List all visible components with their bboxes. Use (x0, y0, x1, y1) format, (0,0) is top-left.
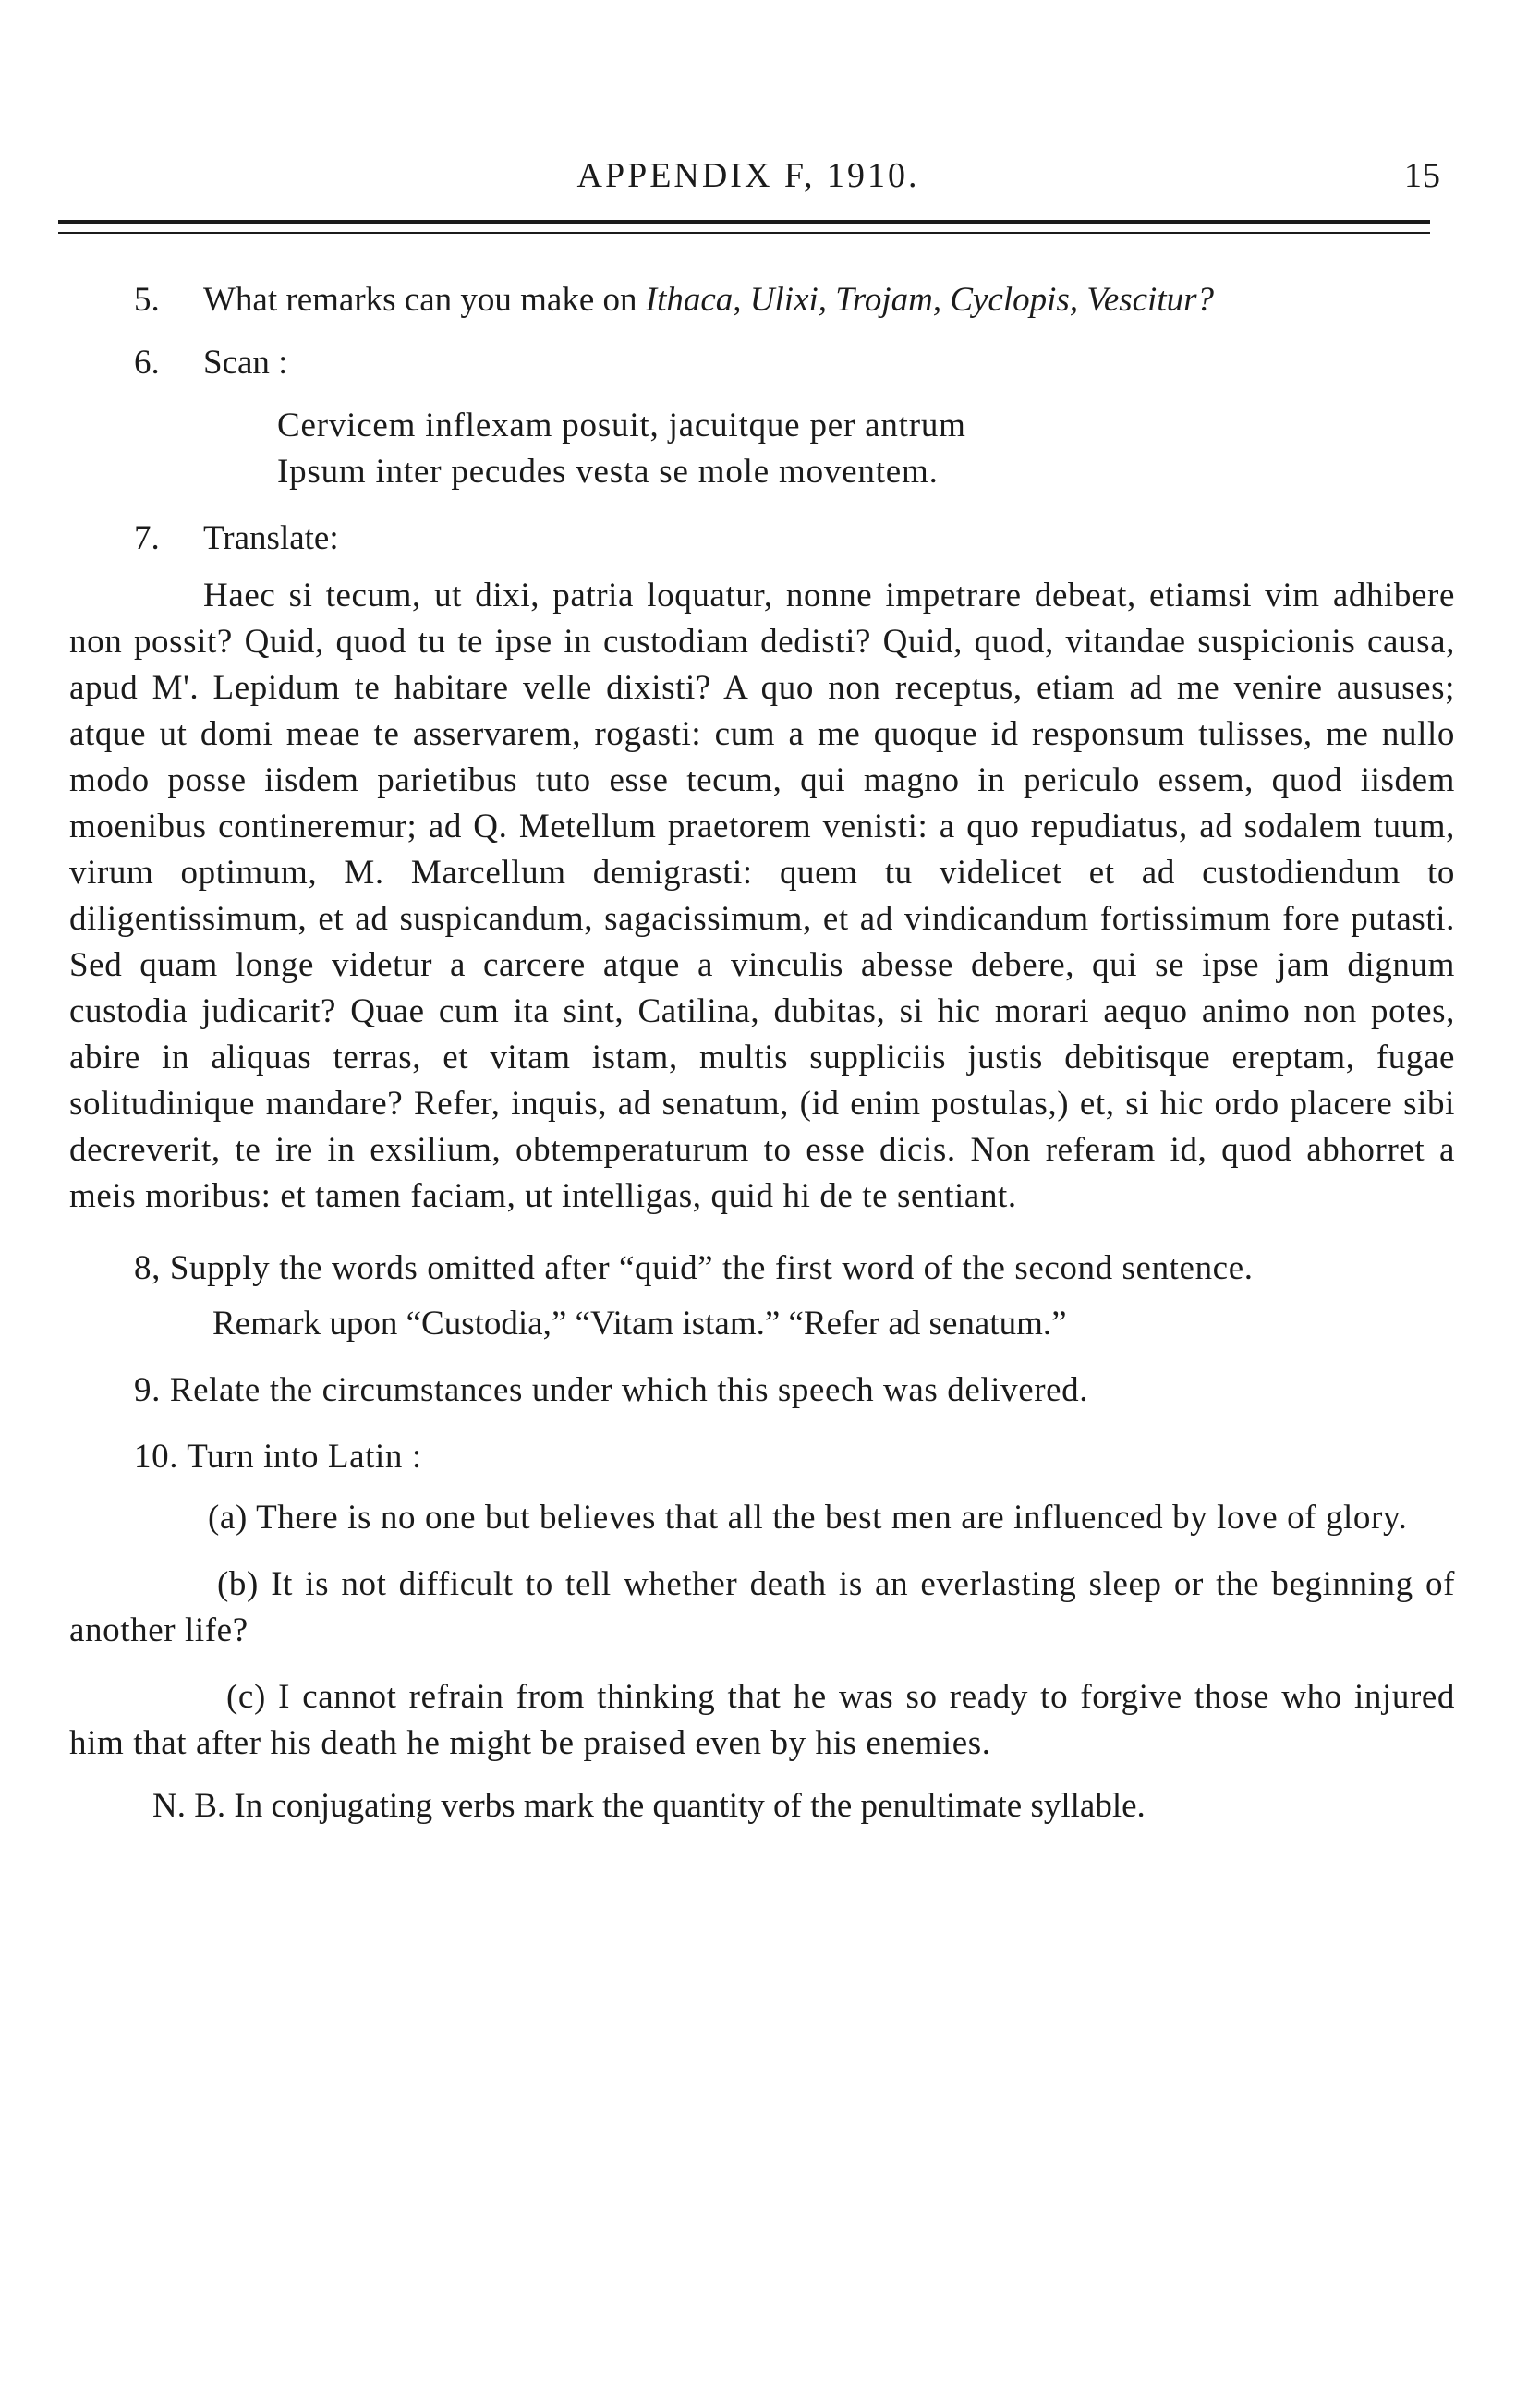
question-text: What remarks can you make on (203, 281, 637, 319)
question-10-item-a (69, 1495, 1455, 1541)
question-label: Turn into Latin : (187, 1438, 422, 1476)
latin-passage: Haec si tecum, ut dixi, patria loquatur, nonne impetrare debeat, etiamsi vim adhibere non possit? Quid, quod tu te ipse in custodiam dedisti? Quid, quod, vitandae suspicionis causa, apud M'. Lepidum te habitare velle dixisti? A quo non receptus, etiam ad me venire aususes; atque ut domi meae te asservarem, rogasti: cum a me quoque id responsum tulisses, me nullo modo posse iisdem parietibus tuto esse tecum, qui magno in periculo essem, quod iisdem moenibus contineremur; ad Q. Metellum praetorem venisti: a quo repudiatus, ad sodalem tuum, virum optimum, M. Marcellum demigrasti: quem tu videlicet et ad custodiendum to diligentissimum, et ad suspicandum, sagacissimum, et ad vindicandum fortissimum fore putasti. Sed quam longe videtur a carcere atque a vinculis abesse debere, qui se ipse jam dignum custodia judicarit? Quae cum ita sint, Catilina, dubitas, si hic morari aequo animo non potes, abire in aliquas terras, et vitam istam, multis suppliciis justis debitisque ereptam, fugae solitudinique mandare? Refer, inquis, ad senatum, (id enim postulas,) et, si hic ordo placere sibi decreverit, te ire in exsilium, obtemperaturum to esse dicis. Non referam id, quod abhorret a meis moribus: et tamen faciam, ut intelligas, quid hi de te sentiant. (69, 577, 1455, 1215)
page-number: 15 (1404, 156, 1441, 195)
question-number: 9. (134, 1371, 161, 1409)
item-label: (b) (217, 1565, 259, 1603)
question-5 (69, 277, 1455, 323)
question-10-item-b (69, 1562, 1455, 1654)
question-label: Scan : (203, 344, 288, 382)
header-rule-thin (58, 232, 1430, 234)
question-6 (69, 340, 1455, 386)
question-number: 5. (134, 281, 160, 319)
item-text: It is not difficult to tell whether death is an everlasting sleep or the beginning of another life? (69, 1565, 1455, 1649)
item-text: There is no one but believes that all the best men are influenced by love of glory. (256, 1499, 1408, 1537)
question-9 (69, 1368, 1455, 1414)
question-terms: Ithaca, Ulixi, Trojam, Cyclopis, Vescitur? (645, 281, 1215, 319)
exam-questions (69, 277, 1455, 1830)
question-8 (69, 1246, 1455, 1292)
question-10 (69, 1434, 1455, 1480)
nota-bene: N. B. In conjugating verbs mark the quantity of the penultimate syllable. (152, 1787, 1146, 1825)
question-8-remark: Remark upon “Custodia,” “Vitam istam.” “Refer ad senatum.” (212, 1305, 1067, 1343)
item-label: (c) (226, 1678, 266, 1716)
question-7 (69, 516, 1455, 562)
question-10-item-c (69, 1674, 1455, 1767)
header-rule-thick (58, 220, 1430, 224)
item-label: (a) (208, 1499, 248, 1537)
question-text: Supply the words omitted after “quid” the first word of the second sentence. (169, 1249, 1254, 1287)
item-text: I cannot refrain from thinking that he was so ready to forgive those who injured him that after his death he might be praised even by his enemies. (69, 1678, 1455, 1762)
verse-line: Ipsum inter pecudes vesta se mole moventem. (277, 453, 939, 491)
question-number: 6. (134, 344, 160, 382)
running-head: APPENDIX F, 1910. (576, 156, 920, 195)
question-number: 8, (134, 1249, 161, 1287)
question-label: Translate: (203, 519, 339, 557)
question-number: 10. (134, 1438, 179, 1476)
page-header (55, 155, 1441, 200)
question-number: 7. (134, 519, 160, 557)
verse-line: Cervicem inflexam posuit, jacuitque per antrum (277, 407, 966, 444)
question-text: Relate the circumstances under which this speech was delivered. (169, 1371, 1089, 1409)
